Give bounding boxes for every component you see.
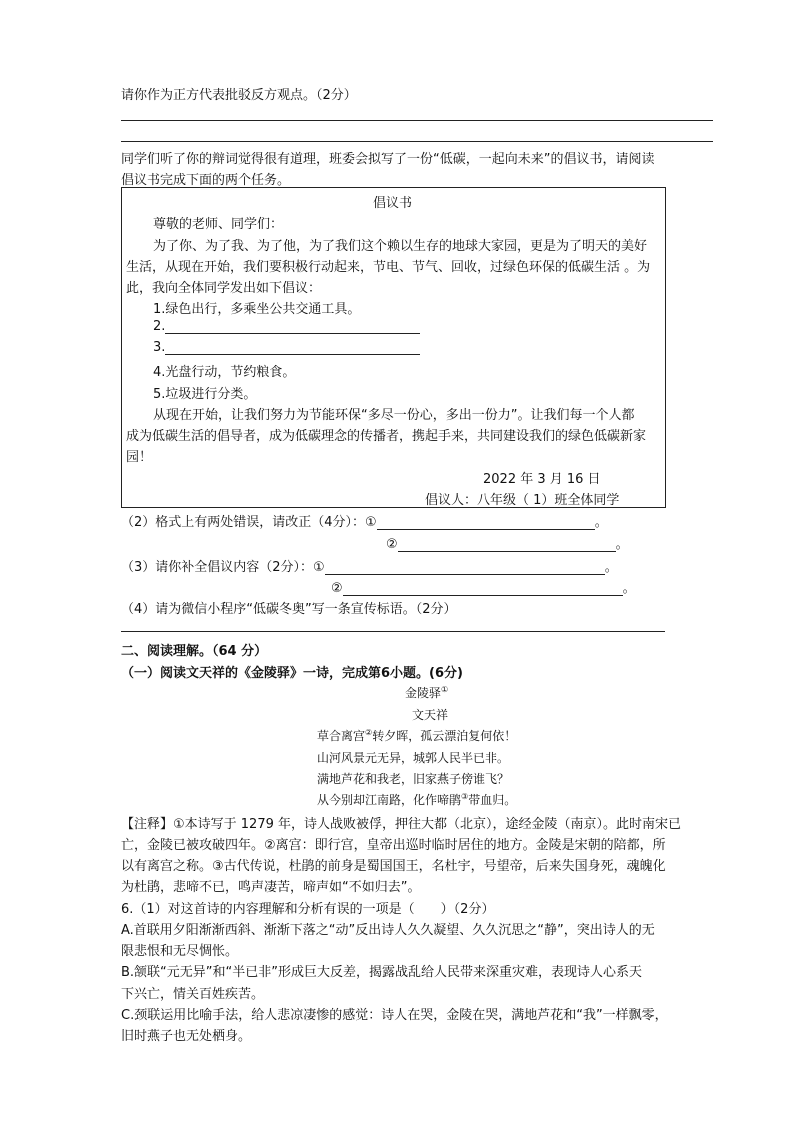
poem-line-2: 山河风景元无异，城郭人民半已非。 — [317, 751, 510, 765]
q6-option-a-line2: 限悲恨和无尽惆怅。 — [121, 944, 239, 959]
poem-line-1b: 转夕晖，孤云漂泊复何依！ — [372, 729, 517, 743]
q6-stem: 6.（1）对这首诗的内容理解和分析有误的一项是（ ）（2分） — [121, 902, 495, 917]
q2-second-row — [386, 533, 629, 552]
section-2-heading: 二、阅读理解。（64 分） — [121, 644, 268, 659]
q2-blank-1[interactable] — [377, 515, 595, 530]
q3-blank-1[interactable] — [325, 560, 605, 575]
poem-note-2: ② — [365, 728, 373, 737]
proposal-para2-line2: 成为低碳生活的倡导者，成为低碳理念的传播者，携起手来，共同建设我们的绿色低碳新家 — [126, 429, 647, 444]
proposal-signer: 倡议人：八年级（ 1）班全体同学 — [425, 493, 620, 508]
proposal-para1-line2: 生活，从现在开始，我们要积极行动起来，节电、节气、回收，过绿色环保的低碳生活 。为 — [126, 260, 651, 275]
q2-period-1: 。 — [594, 515, 608, 530]
poem-line-4a: 从今别却江南路，化作啼鹃 — [317, 793, 462, 807]
answer-line-1[interactable] — [121, 120, 713, 121]
proposal-para2-line1: 从现在开始，让我们努力为节能环保“多尽一份心，多出一份力”。让我们每一个人都 — [153, 408, 635, 423]
proposal-para2-line3: 园！ — [126, 450, 153, 465]
q3-label: （3）请你补全倡议内容（2分）：① — [121, 560, 325, 575]
poem-title-text: 金陵驿 — [405, 686, 442, 700]
answer-line-2[interactable] — [121, 141, 713, 142]
q6-option-a-line1: A.首联用夕阳渐渐西斜、渐渐下落之“动”反出诗人久久凝望、久久沉思之“静”，突出诗人的无 — [121, 923, 655, 938]
poem-line-4 — [317, 791, 516, 808]
proposal-salutation: 尊敬的老师、同学们： — [153, 217, 284, 232]
q6-option-c-line1: C.颈联运用比喻手法，给人悲凉凄惨的感觉：诗人在哭，金陵在哭，满地芦花和“我”一样飘零， — [121, 1008, 668, 1023]
q3-blank-2[interactable] — [343, 581, 623, 596]
intro-line-2: 倡议书完成下面的两个任务。 — [121, 173, 291, 188]
notes-line-2: 亡，金陵已被攻破四年。②离宫：即行宫，皇帝出巡时临时居住的地方。金陵是宋朝的陪都，所 — [121, 838, 666, 853]
q3-period-2: 。 — [622, 581, 636, 596]
q3-marker-2: ② — [331, 581, 343, 596]
q2-format-errors — [121, 511, 608, 530]
q6-option-b-line1: B.颔联“元无异”和“半已非”形成巨大反差，揭露战乱给人民带来深重灾难，表现诗人心系天 — [121, 965, 642, 980]
q6-option-b-line2: 下兴亡，情关百姓疾苦。 — [121, 987, 265, 1002]
poem-title-note: ① — [441, 685, 449, 694]
poem-title — [405, 684, 448, 701]
q2-marker-2: ② — [386, 537, 398, 552]
proposal-item-3 — [153, 340, 420, 355]
q2-blank-2[interactable] — [398, 537, 616, 552]
proposal-item-5: 5.垃圾进行分类。 — [153, 387, 257, 402]
item-3-blank[interactable] — [165, 340, 420, 355]
proposal-item-4: 4.光盘行动，节约粮食。 — [153, 365, 296, 380]
q3-period-1: 。 — [604, 560, 618, 575]
poem-line-1 — [317, 727, 516, 744]
item-3-number: 3. — [153, 340, 166, 355]
q2-period-2: 。 — [615, 537, 629, 552]
q4-answer-line[interactable] — [121, 631, 665, 632]
poem-line-4b: 带血归。 — [468, 793, 517, 807]
q2-label: （2）格式上有两处错误，请改正（4分）：① — [121, 515, 377, 530]
proposal-item-1: 1.绿色出行，多乘坐公共交通工具。 — [153, 302, 361, 317]
proposal-item-2 — [153, 319, 420, 334]
item-2-blank[interactable] — [165, 319, 420, 334]
proposal-para1-line1: 为了你、为了我、为了他，为了我们这个赖以生存的地球大家园，更是为了明天的美好 — [153, 239, 648, 254]
q3-complete-content — [121, 556, 618, 575]
rebut-question: 请你作为正方代表批驳反方观点。（2分） — [121, 88, 357, 103]
proposal-para1-line3: 此，我向全体同学发出如下倡议： — [126, 281, 322, 296]
proposal-date: 2022 年 3 月 16 日 — [483, 472, 601, 487]
notes-line-3: 以有离宫之称。③古代传说，杜鹃的前身是蜀国国王，名杜宇，号望帝，后来失国身死，魂魄化 — [121, 859, 666, 874]
item-2-number: 2. — [153, 319, 166, 334]
poem-line-3: 满地芦花和我老，旧家燕子傍谁飞？ — [317, 772, 510, 786]
subsection-1-heading: （一）阅读文天祥的《金陵驿》一诗，完成第6小题。(6分) — [121, 666, 463, 681]
poem-line-1a: 草合离宫 — [317, 729, 366, 743]
notes-line-4: 为杜鹃，悲啼不已，鸣声凄苦，啼声如“不如归去”。 — [121, 880, 421, 895]
q4-slogan: （4）请为微信小程序“低碳冬奥”写一条宣传标语。（2分） — [121, 602, 457, 617]
poem-author: 文天祥 — [412, 708, 449, 722]
proposal-title: 倡议书 — [373, 196, 413, 211]
notes-line-1: 【注释】①本诗写于 1279 年，诗人战败被俘，押往大都（北京），途经金陵（南京）。此时南宋已 — [121, 817, 682, 832]
q6-option-c-line2: 旧时燕子也无处栖身。 — [121, 1029, 252, 1044]
q3-second-row — [331, 577, 636, 596]
poem-note-3: ③ — [461, 792, 469, 801]
intro-line-1: 同学们听了你的辩词觉得很有道理，班委会拟写了一份“低碳，一起向未来”的倡议书，请阅读 — [121, 152, 655, 167]
